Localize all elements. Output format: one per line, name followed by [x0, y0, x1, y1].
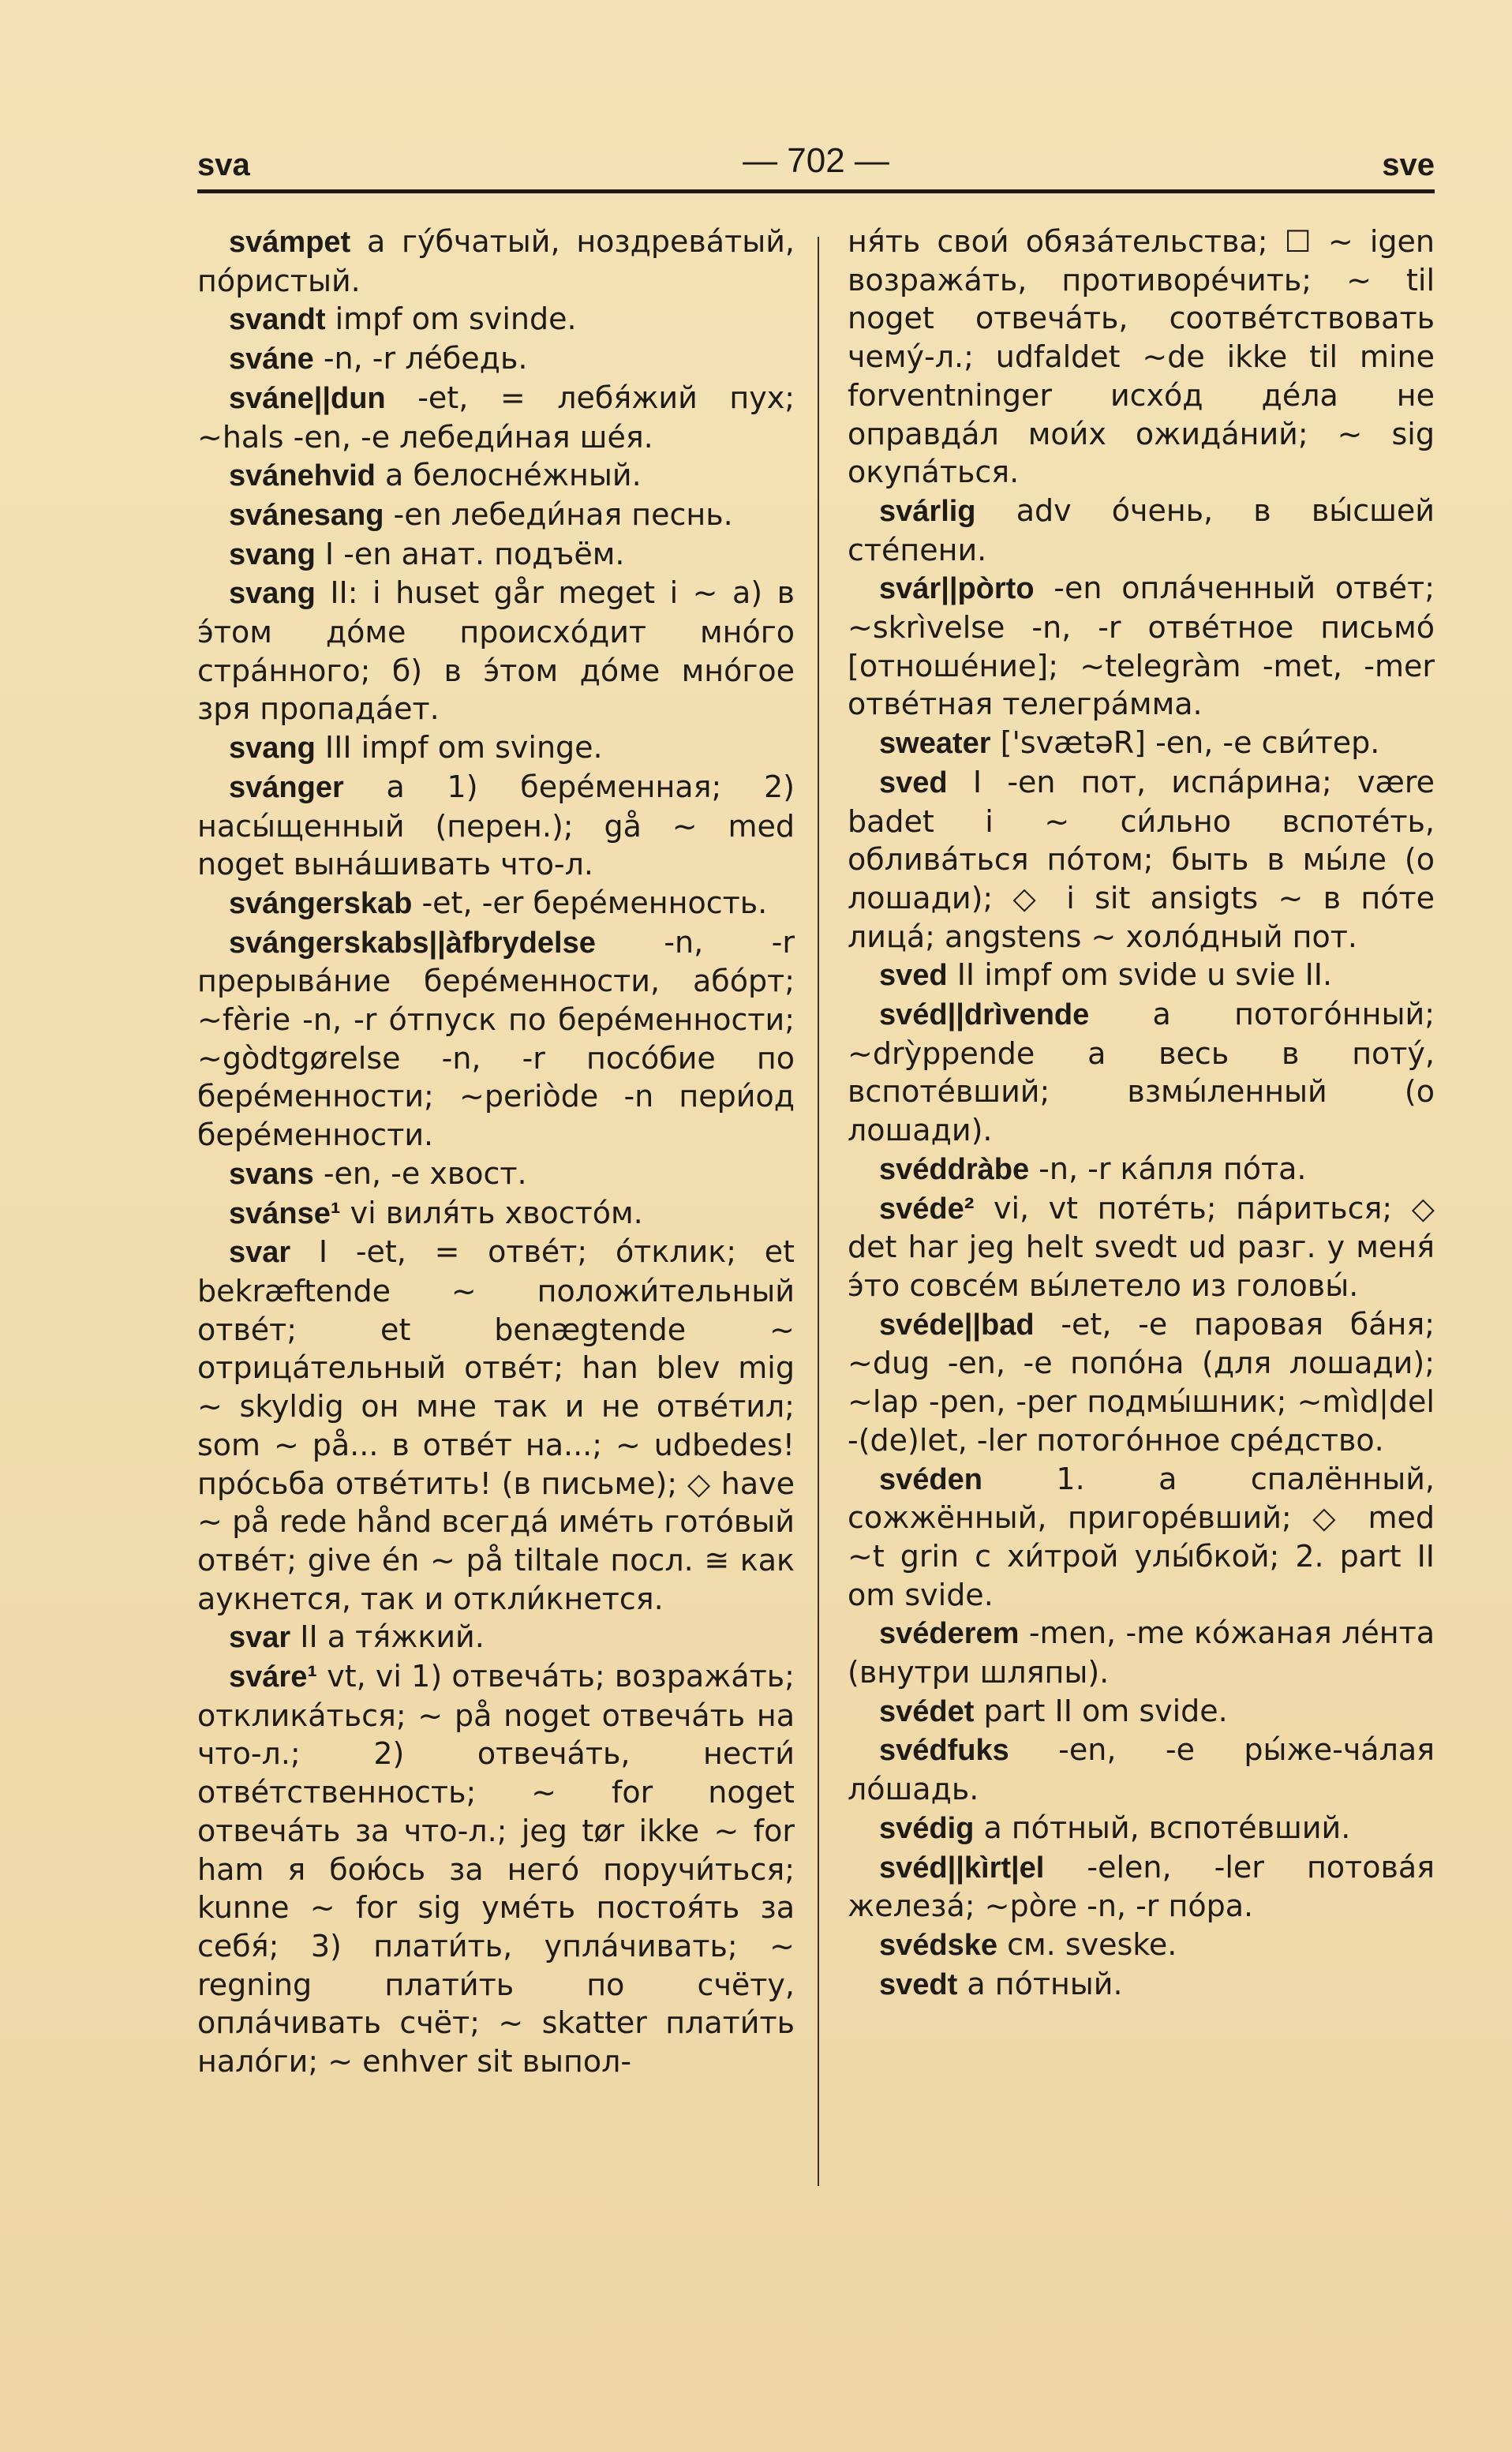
entry-headword: svéd||drìvende	[879, 998, 1090, 1032]
entry-definition: -et, -er бере́менность.	[412, 885, 768, 920]
dictionary-entry	[848, 1305, 1435, 1460]
dictionary-entry	[848, 1189, 1435, 1305]
right-column	[848, 223, 1435, 2004]
entry-headword: svánehvid	[229, 459, 376, 493]
entry-headword: sweater	[879, 727, 991, 761]
entry-headword: svédig	[879, 1811, 975, 1845]
entry-definition: I -en анат. подъём.	[315, 536, 625, 571]
right-guideword: sve	[1382, 148, 1435, 182]
entry-definition: a по́тный.	[957, 1966, 1123, 2001]
dictionary-entry	[848, 223, 1435, 492]
dictionary-entry	[848, 492, 1435, 569]
entry-definition: -et, -e паровая ба́ня; ~dug -en, -e попо́на (для лошади); ~lap -pen, -per подмы́шник; ~mìd|del -(de)let, -ler потого́нное сре́дство.	[848, 1306, 1435, 1458]
entry-definition: a белосне́жный.	[375, 458, 642, 493]
entry-headword: svéddràbe	[879, 1152, 1030, 1186]
dictionary-entry	[848, 995, 1435, 1150]
entry-headword: sváre¹	[229, 1660, 317, 1694]
dictionary-entry	[848, 1965, 1435, 2005]
page-number: — 702 —	[743, 141, 889, 180]
entry-headword: svángerskab	[229, 886, 413, 920]
dictionary-entry	[848, 956, 1435, 995]
dictionary-entry	[848, 1731, 1435, 1808]
dictionary-entry	[848, 1926, 1435, 1965]
entry-headword: svángerskabs||àfbrydelse	[229, 926, 596, 960]
entry-definition: -en опла́ченный отве́т; ~skrìvelse -n, -r отве́тное письмо́ [отноше́ние]; ~telegràm -met, -mer отве́тная телегра́мма.	[848, 571, 1435, 722]
entry-definition: -men, -me ко́жаная ле́нта (внутри шляпы).	[848, 1615, 1435, 1690]
entry-definition: ['svætəR] -en, -e сви́тер.	[990, 725, 1380, 761]
dictionary-entry	[848, 1460, 1435, 1615]
entry-definition: III impf om svinge.	[315, 730, 603, 766]
left-column	[197, 223, 795, 2081]
entry-headword: svánе||dun	[229, 381, 386, 415]
entry-headword: svéde||bad	[879, 1308, 1035, 1342]
entry-definition: -n, -r ле́бедь.	[313, 341, 528, 376]
entry-headword: svédet	[879, 1694, 975, 1728]
entry-headword: svánger	[229, 770, 344, 804]
entry-definition: vi, vt поте́ть; па́риться; ◇ det har jeg helt svedt ud разг. у меня́ э́то совсе́м вы́летело из головы́.	[848, 1190, 1435, 1303]
left-guideword: sva	[197, 148, 250, 182]
dictionary-entry	[197, 768, 795, 884]
entry-definition: 1. a спалённый, сожжённый, пригоре́вший; ◇ med ~t grin с хи́трой улы́бкой; 2. part II om svide.	[848, 1461, 1435, 1612]
entry-headword: svar	[229, 1621, 291, 1655]
entry-headword: svédske	[879, 1928, 998, 1962]
entry-definition: II a тя́жкий.	[290, 1619, 485, 1655]
entry-headword: svánesang	[229, 498, 384, 532]
dictionary-entry	[848, 1809, 1435, 1848]
dictionary-entry	[197, 728, 795, 768]
dictionary-entry	[848, 1692, 1435, 1731]
dictionary-entry	[197, 300, 795, 339]
entry-definition: I -en пот, испа́рина; være badet i ~ си́льно вспоте́ть, облива́ться по́том; быть в мы́ле (о лошади); ◇ i sit ansigts ~ в по́те лица́; angstens ~ холо́дный пот.	[848, 764, 1435, 954]
entry-headword: svédfuks	[879, 1734, 1009, 1768]
entry-headword: svéd||kìrt|el	[879, 1851, 1045, 1885]
entry-headword: svár||pòrto	[879, 572, 1035, 606]
entry-definition: -n, -r ка́пля по́та.	[1029, 1151, 1307, 1186]
entry-headword: svandt	[229, 303, 326, 337]
entry-definition: part II om svide.	[974, 1693, 1228, 1728]
entry-definition: см. sveske.	[997, 1926, 1177, 1962]
dictionary-entry	[197, 456, 795, 496]
entry-headword: svans	[229, 1157, 314, 1191]
dictionary-entry	[197, 1657, 795, 2081]
entry-definition: -n, -r прерыва́ние бере́менности, або́рт; ~fèrie -n, -r о́тпуск по бере́менности; ~gòdtgørelse -n, -r посо́бие по бере́менности; ~periòde -n пери́од бере́менности.	[197, 924, 795, 1153]
dictionary-entry	[848, 1614, 1435, 1691]
entry-definition: a гу́бчатый, ноздрева́тый, по́ристый.	[197, 224, 795, 298]
entry-definition: -en лебеди́ная песнь.	[384, 496, 733, 532]
entry-headword: svedt	[879, 1967, 958, 2001]
entry-headword: svéden	[879, 1462, 982, 1496]
entry-definition: II impf om svide u svie II.	[947, 957, 1333, 993]
dictionary-entry	[197, 1155, 795, 1194]
entry-headword: svánse¹	[229, 1196, 341, 1230]
dictionary-entry	[848, 724, 1435, 763]
entry-definition: a потого́нный; ~drỳppende a весь в поту́, вспоте́вший; взмы́ленный (о лошади).	[848, 997, 1435, 1148]
entry-headword: svang	[229, 537, 316, 571]
dictionary-entry	[197, 923, 795, 1155]
entry-definition: a 1) бере́менная; 2) насы́щенный (перен.); gå ~ med noget вына́шивать что-л.	[197, 769, 795, 882]
dictionary-entry	[848, 1150, 1435, 1189]
dictionary-entry	[848, 1848, 1435, 1926]
entry-definition: ня́ть свои́ обяза́тельства; ☐ ~ igen возража́ть, противоре́чить; ~ til noget отвеча́ть, соотве́тствовать чему́-л.; udfaldet ~de ikke til mine forventninger исхо́д де́ла не оправда́л мои́х ожида́ний; ~ sig окупа́ться.	[848, 224, 1435, 490]
entry-definition: vt, vi 1) отвеча́ть; возража́ть; отклика́ться; ~ på noget отвеча́ть на что-л.; 2) отвеча́ть, нести́ отве́тственность; ~ for noget отвеча́ть за что-л.; jeg tør ikke ~ for ham я бою́сь за него́ поручи́ться; kunne ~ for sig уме́ть постоя́ть за себя́; 3) плати́ть, упла́чивать; ~ regning плати́ть по счёту, опла́чивать счёт; ~ skatter плати́ть нало́ги; ~ enhver sit выпол-	[197, 1659, 795, 2080]
entry-headword: sved	[879, 959, 948, 993]
entry-definition: II: i huset går meget i ~ a) в э́том до́ме происхо́дит мно́го стра́нного; б) в э́том до́ме мно́гое зря пропада́ет.	[197, 575, 795, 727]
entry-headword: svárlig	[879, 494, 976, 528]
dictionary-entry	[197, 1194, 795, 1233]
dictionary-entry	[197, 1618, 795, 1657]
entry-definition: I -et, = отве́т; о́тклик; et bekræftende ~ положи́тельный отве́т; et benægtende ~ отрица́тельный отве́т; han blev mig ~ skyldig он мне так и не отве́тил; som ~ på... в отве́т на...; ~ udbedes! про́сьба отве́тить! (в письме); ◇ have ~ på rede hånd всегда́ име́ть гото́вый отве́т; give én ~ på tiltale посл. ≅ как аукнется, так и откли́кнется.	[197, 1234, 795, 1616]
entry-definition: -en, -e хвост.	[313, 1155, 527, 1191]
header-rule	[197, 189, 1435, 193]
entry-headword: svang	[229, 732, 316, 766]
entry-definition: adv о́чень, в вы́сшей сте́пени.	[848, 492, 1435, 567]
dictionary-entry	[197, 223, 795, 300]
column-divider	[818, 237, 819, 2186]
entry-definition: -et, = лебя́жий пух; ~hals -en, -e лебеди́ная ше́я.	[197, 380, 795, 455]
entry-definition: impf om svinde.	[325, 301, 577, 337]
entry-definition: a по́тный, вспоте́вший.	[974, 1810, 1351, 1845]
entry-headword: svámpet	[229, 226, 351, 259]
entry-headword: svar	[229, 1236, 291, 1270]
entry-headword: sváne	[229, 343, 314, 376]
page-header	[197, 138, 1435, 193]
dictionary-entry	[197, 535, 795, 575]
entry-headword: sved	[879, 766, 948, 799]
entry-headword: svang	[229, 577, 316, 611]
dictionary-entry	[848, 569, 1435, 724]
entry-headword: svéde²	[879, 1192, 975, 1226]
dictionary-entry	[197, 339, 795, 379]
entry-definition: -en, -e ры́же-ча́лая ло́шадь.	[848, 1732, 1435, 1807]
entry-definition: vi виля́ть хвосто́м.	[340, 1195, 643, 1230]
dictionary-entry	[197, 574, 795, 728]
dictionary-entry	[197, 1233, 795, 1618]
dictionary-entry	[197, 379, 795, 456]
dictionary-entry	[197, 884, 795, 923]
entry-definition: -elen, -ler потова́я железа́; ~pòre -n, -r по́ра.	[848, 1849, 1435, 1924]
dictionary-entry	[197, 496, 795, 535]
entry-headword: svéderem	[879, 1617, 1020, 1651]
dictionary-entry	[848, 763, 1435, 956]
